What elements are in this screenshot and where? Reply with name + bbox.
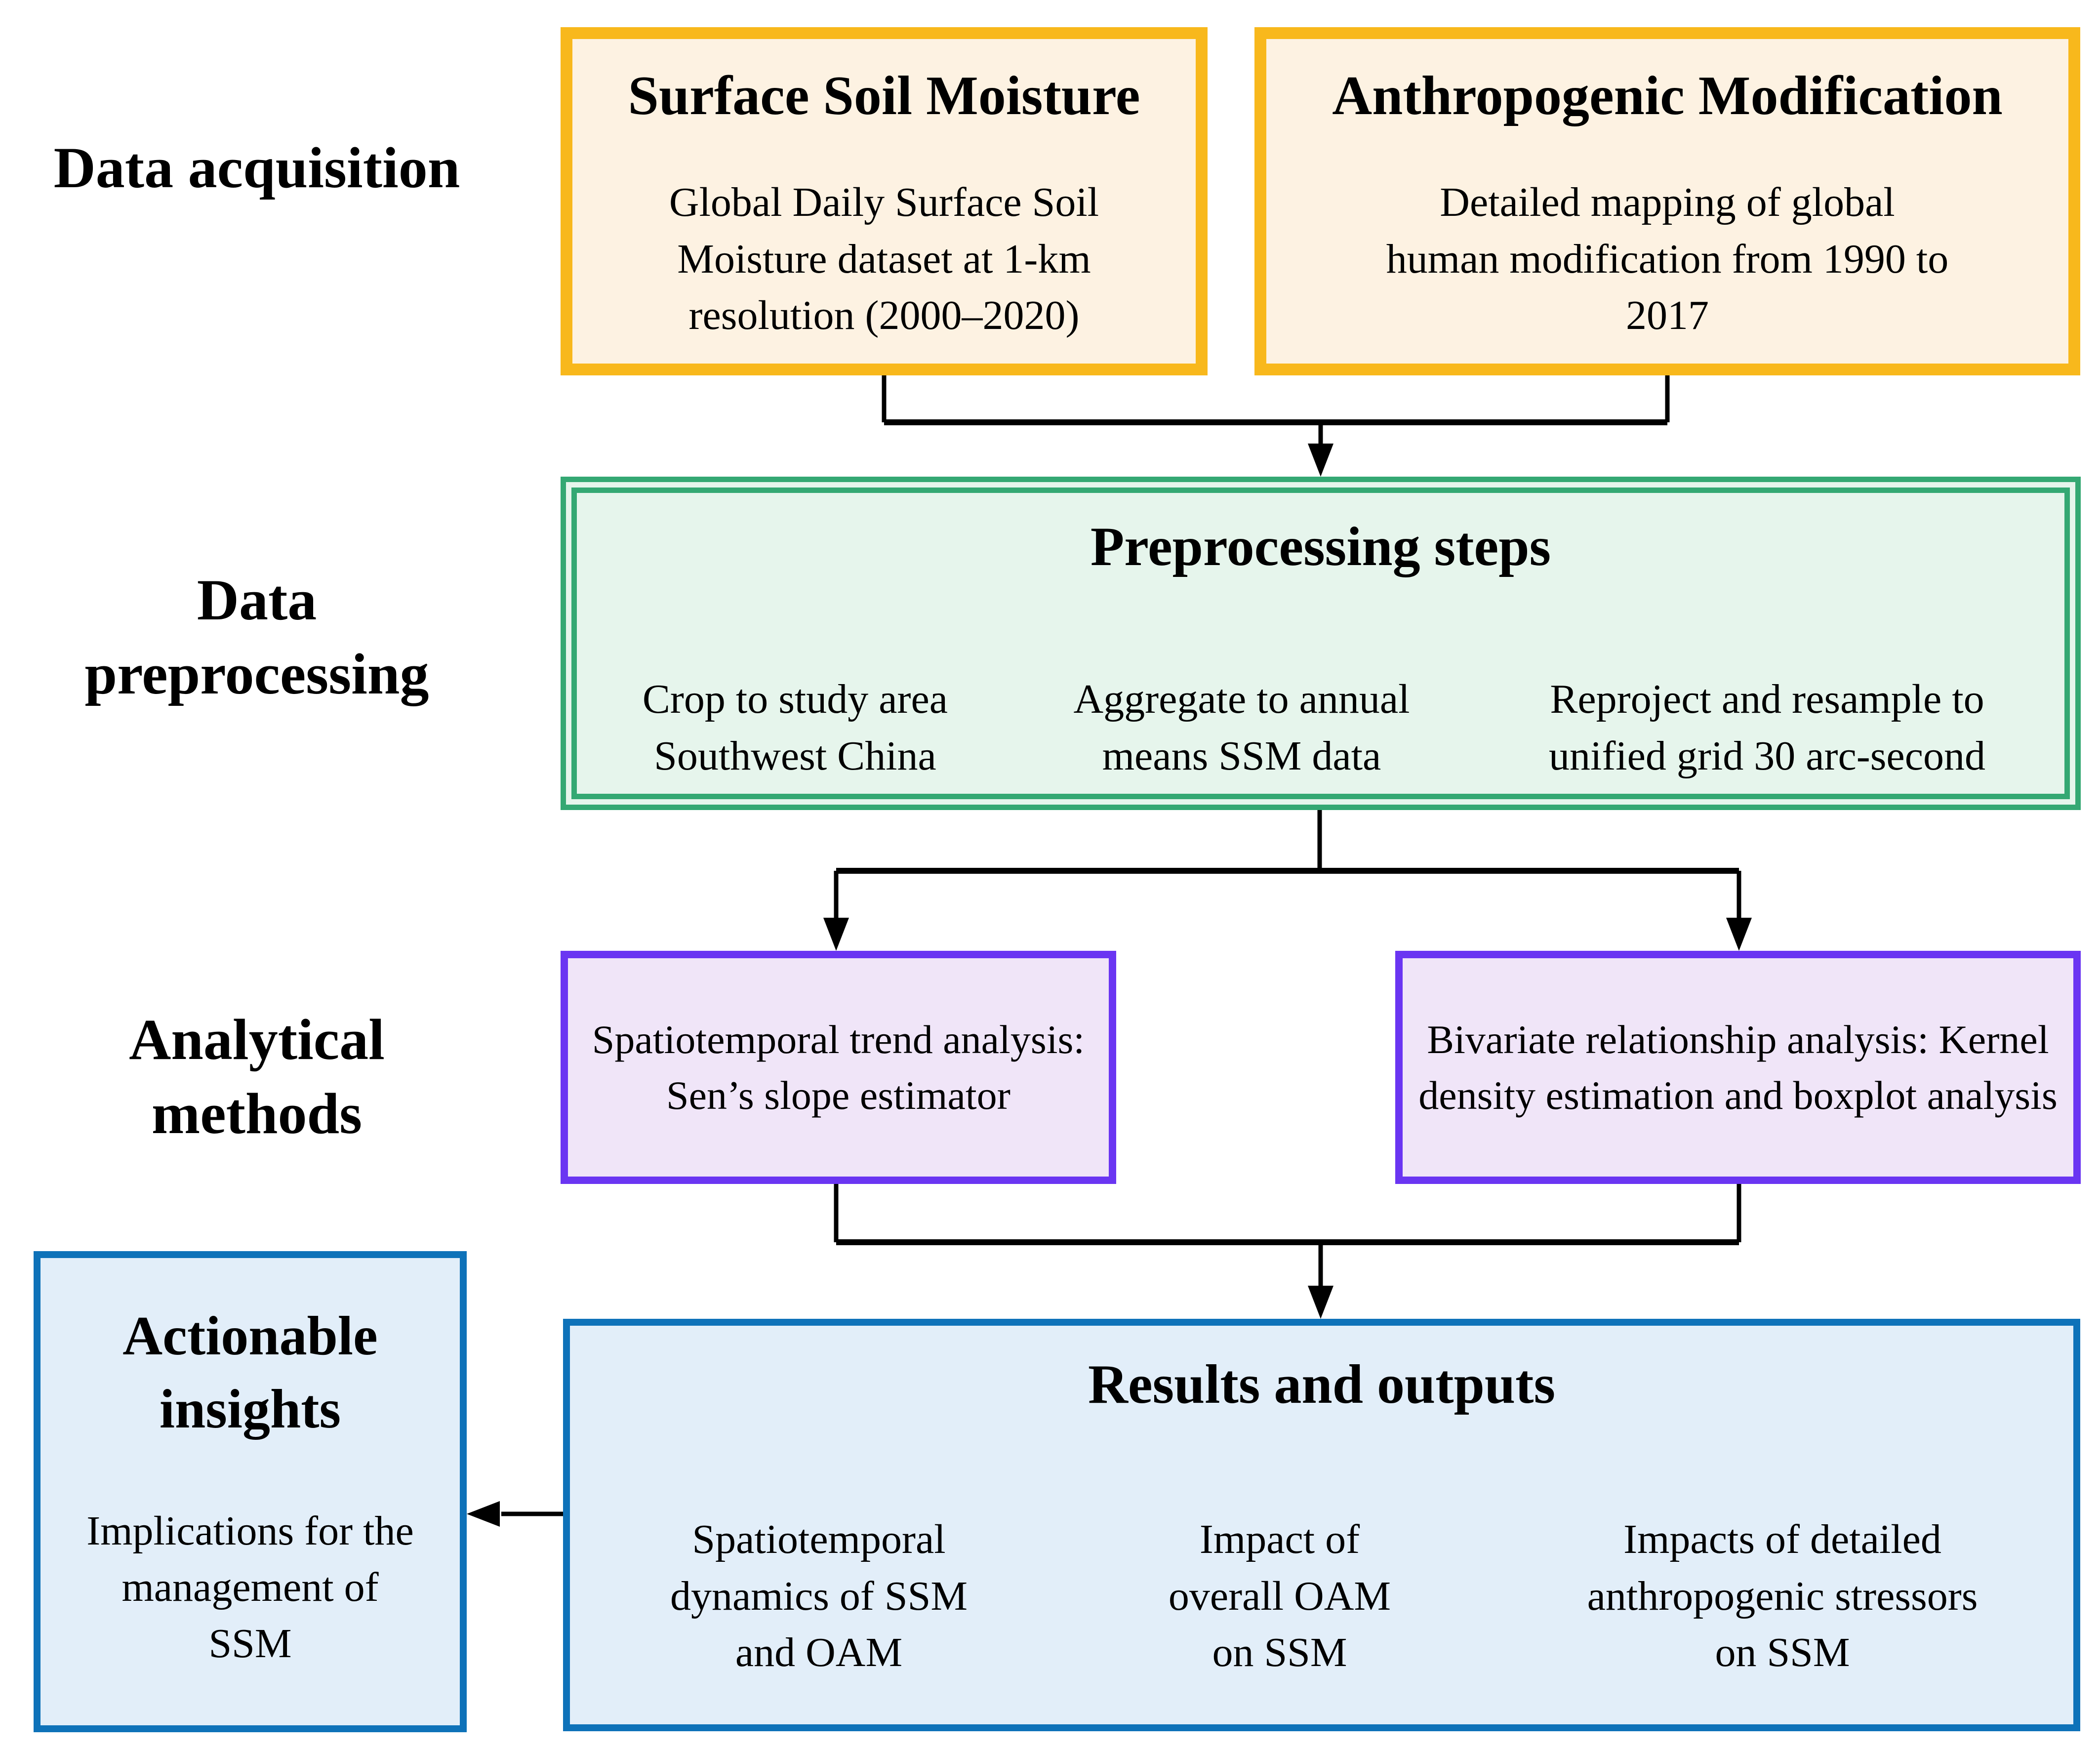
- result-impacts-stressors-ssm: Impacts of detailed anthropogenic stressors on SSM: [1587, 1516, 1978, 1675]
- result-impact-oam-ssm: Impact of overall OAM on SSM: [1168, 1516, 1391, 1675]
- box-surface-soil-moisture: [561, 27, 1208, 375]
- arrowhead-down-icon: [1308, 1286, 1333, 1319]
- box-actionable-insights: [34, 1251, 467, 1732]
- trend-analysis-line2: Sen’s slope estimator: [666, 1073, 1010, 1118]
- results-outputs-row: [570, 1511, 2073, 1681]
- box-title-preprocessing-steps: Preprocessing steps: [1090, 516, 1551, 577]
- box-body-anthropogenic-modification: Detailed mapping of global human modification from 1990 to 2017: [1386, 179, 1949, 338]
- row-label-data-preprocessing: Data preprocessing: [84, 568, 429, 706]
- box-title-results-and-outputs: Results and outputs: [1088, 1354, 1556, 1415]
- row-label-data-acquisition: Data acquisition: [53, 135, 460, 200]
- box-body-surface-soil-moisture: Global Daily Surface Soil Moisture dataset at 1-km resolution (2000–2020): [669, 179, 1099, 338]
- box-title-surface-soil-moisture: Surface Soil Moisture: [628, 65, 1140, 126]
- preprocessing-step-reproject: Reproject and resample to unified grid 30 arc-second: [1548, 676, 1985, 779]
- box-spatiotemporal-trend-analysis: [561, 951, 1116, 1184]
- preprocessing-step-aggregate: Aggregate to annual means SSM data: [1073, 676, 1410, 779]
- arrowhead-down-icon: [1726, 918, 1752, 951]
- bivariate-analysis-text: Bivariate relationship analysis: Kernel density estimation and boxplot analysis: [1418, 1017, 2058, 1118]
- result-dynamics-ssm-oam: Spatiotemporal dynamics of SSM and OAM: [670, 1516, 968, 1675]
- box-results-and-outputs: [563, 1319, 2080, 1731]
- box-bivariate-relationship-analysis: [1395, 951, 2081, 1184]
- box-title-anthropogenic-modification: Anthropogenic Modification: [1332, 65, 2003, 126]
- box-title-actionable-insights: Actionable insights: [122, 1305, 378, 1440]
- box-body-actionable-insights: Implications for the management of SSM: [86, 1507, 414, 1667]
- preprocessing-steps-row: [577, 671, 2064, 784]
- arrowhead-down-icon: [823, 918, 849, 951]
- box-preprocessing-steps: [561, 477, 2081, 810]
- arrowhead-left-icon: [467, 1501, 500, 1527]
- box-anthropogenic-modification: [1254, 27, 2080, 375]
- row-label-analytical-methods: Analytical methods: [129, 1007, 385, 1146]
- arrowhead-down-icon: [1308, 444, 1333, 477]
- trend-analysis-line1: Spatiotemporal trend analysis:: [592, 1017, 1085, 1062]
- preprocessing-step-crop: Crop to study area Southwest China: [642, 676, 948, 779]
